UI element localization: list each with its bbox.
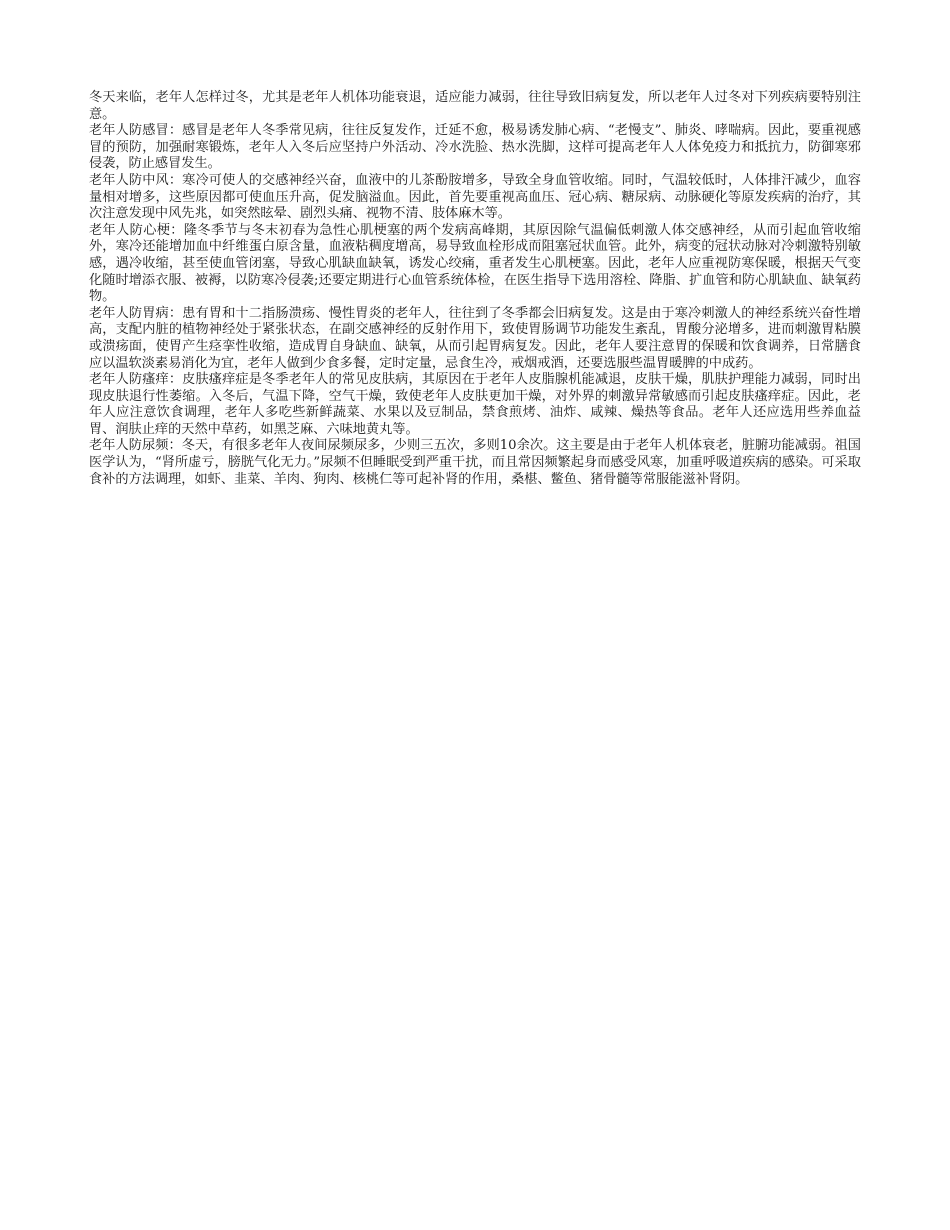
paragraph-cold: 老年人防感冒：感冒是老年人冬季常见病，往往反复发作，迁延不愈，极易诱发肺心病、“老慢支”、肺炎、哮喘病。因此，要重视感冒的预防，加强耐寒锻炼，老年人入冬后应坚持户外活动、冷水洗脸、热水洗脚，这样可提高老年人人体免疫力和抵抗力，防御寒邪侵袭，防止感冒发生。 — [89, 123, 861, 172]
paragraph-frequent-urination: 老年人防尿频：冬天，有很多老年人夜间尿频尿多，少则三五次，多则10余次。这主要是由于老年人机体衰老，脏腑功能减弱。祖国医学认为，“肾所虚亏，膀胱气化无力。”尿频不但睡眠受到严重干扰，而且常因频繁起身而感受风寒，加重呼吸道疾病的感染。可采取食补的方法调理，如虾、韭菜、羊肉、狗肉、核桃仁等可起补肾的作用，桑椹、鳖鱼、猪骨髓等常服能滋补肾阴。 — [89, 438, 861, 487]
paragraph-stroke: 老年人防中风：寒冷可使人的交感神经兴奋，血液中的儿茶酚胺增多，导致全身血管收缩。同时，气温较低时，人体排汗减少，血容量相对增多，这些原因都可使血压升高，促发脑溢血。因此，首先要重视高血压、冠心病、糖尿病、动脉硬化等原发疾病的治疗，其次注意发现中风先兆，如突然眩晕、剧烈头痛、视物不清、肢体麻木等。 — [89, 172, 861, 222]
document-body — [89, 90, 861, 488]
paragraph-stomach: 老年人防胃病：患有胃和十二指肠溃疡、慢性胃炎的老年人，往往到了冬季都会旧病复发。这是由于寒冷刺激人的神经系统兴奋性增高，支配内脏的植物神经处于紧张状态，在副交感神经的反射作用下，致使胃肠调节功能发生紊乱，胃酸分泌增多，进而刺激胃粘膜或溃疡面，使胃产生痉挛性收缩，造成胃自身缺血、缺氧，从而引起胃病复发。因此，老年人要注意胃的保暖和饮食调养，日常膳食应以温软淡素易消化为宜，老年人做到少食多餐，定时定量，忌食生冷，戒烟戒酒，还要选服些温胃暖脾的中成药。 — [89, 305, 861, 371]
paragraph-heart-attack: 老年人防心梗：隆冬季节与冬末初春为急性心肌梗塞的两个发病高峰期，其原因除气温偏低刺激人体交感神经，从而引起血管收缩外，寒冷还能增加血中纤维蛋白原含量，血液粘稠度增高，易导致血栓形成而阻塞冠状血管。此外，病变的冠状动脉对冷刺激特别敏感，遇冷收缩，甚至使血管闭塞，导致心肌缺血缺氧，诱发心绞痛，重者发生心肌梗塞。因此，老年人应重视防寒保暖，根据天气变化随时增添衣服、被褥，以防寒冷侵袭;还要定期进行心血管系统体检，在医生指导下选用溶栓、降脂、扩血管和防心肌缺血、缺氧药物。 — [89, 222, 861, 305]
paragraph-itching: 老年人防瘙痒：皮肤瘙痒症是冬季老年人的常见皮肤病，其原因在于老年人皮脂腺机能减退，皮肤干燥，肌肤护理能力减弱，同时出现皮肤退行性萎缩。入冬后，气温下降，空气干燥，致使老年人皮肤更加干燥，对外界的刺激异常敏感而引起皮肤瘙痒症。因此，老年人应注意饮食调理，老年人多吃些新鲜蔬菜、水果以及豆制品，禁食煎烤、油炸、咸辣、燥热等食品。老年人还应选用些养血益胃、润肤止痒的天然中草药，如黑芝麻、六味地黄丸等。 — [89, 372, 861, 437]
paragraph-intro: 冬天来临，老年人怎样过冬，尤其是老年人机体功能衰退，适应能力减弱，往往导致旧病复发，所以老年人过冬对下列疾病要特别注意。 — [89, 90, 861, 122]
